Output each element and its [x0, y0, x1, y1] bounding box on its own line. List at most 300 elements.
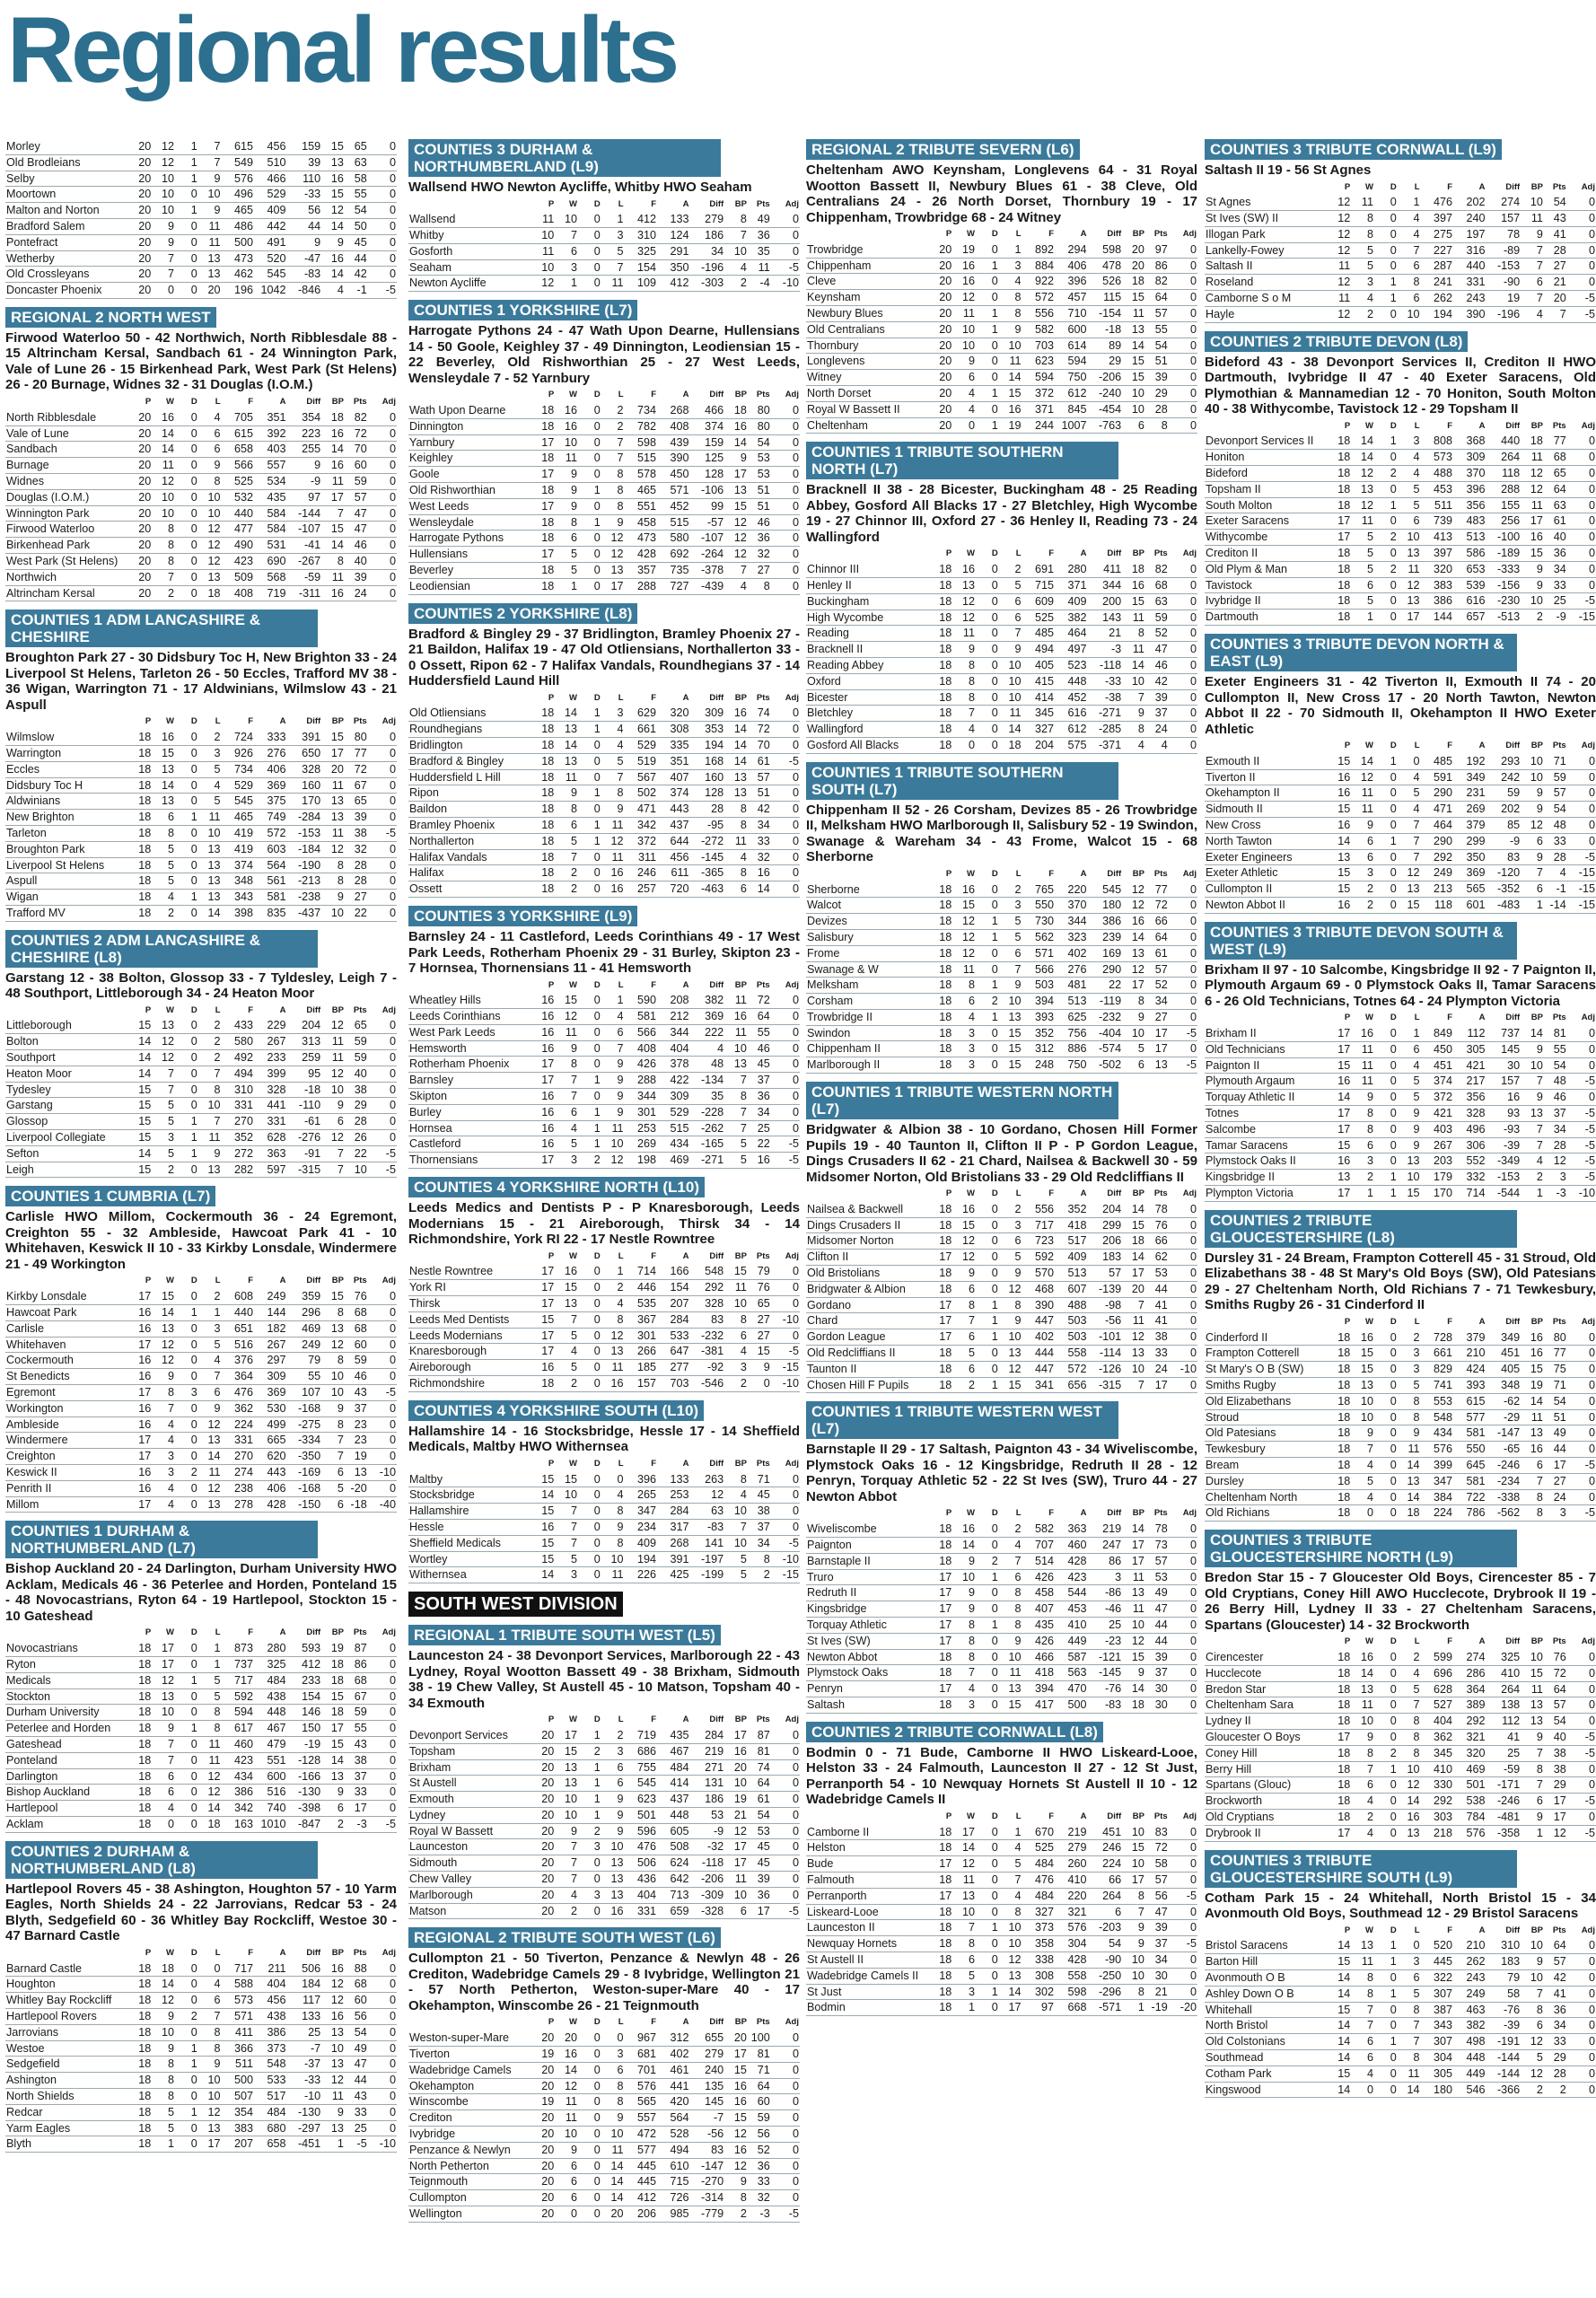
team-name: Midsomer Norton — [806, 1233, 929, 1250]
team-name: Cleve — [806, 274, 929, 290]
stat-cell: 143 — [1088, 610, 1123, 626]
stat-cell: 581 — [1453, 1425, 1486, 1442]
stat-cell: 0 — [368, 203, 397, 219]
team-name: Liverpool St Helens — [5, 857, 128, 873]
stat-cell: 9 — [999, 1313, 1022, 1329]
stat-cell: 316 — [1453, 242, 1486, 259]
stat-cell: 25 — [345, 2120, 368, 2136]
stat-cell: 288 — [625, 578, 658, 594]
stat-cell: 7 — [198, 139, 222, 154]
stat-cell: 19 — [999, 417, 1022, 434]
stat-cell: 243 — [1453, 1969, 1486, 1986]
stat-cell: -57 — [690, 514, 725, 531]
column-header: L — [215, 396, 221, 407]
stat-cell: 0 — [578, 276, 601, 292]
stat-cell: -15 — [1567, 898, 1596, 914]
stat-cell: 0 — [175, 841, 198, 857]
stat-cell: 0 — [771, 2174, 800, 2190]
stat-cell: 18 — [128, 841, 152, 857]
stat-cell: 656 — [1055, 1377, 1088, 1393]
stat-cell: 54 — [1544, 802, 1567, 818]
stat-cell: 0 — [1567, 2018, 1596, 2034]
stat-cell: 0 — [1567, 1714, 1596, 1730]
stat-cell: 10 — [531, 228, 555, 244]
stat-cell: 407 — [1022, 1601, 1056, 1618]
stat-cell: 17 — [152, 1657, 175, 1673]
table-row — [408, 2094, 800, 2110]
stat-cell: 206 — [625, 2206, 658, 2223]
table-header-row — [5, 395, 397, 410]
stat-cell: 18 — [1398, 1505, 1421, 1522]
stat-cell: 18 — [929, 610, 952, 626]
stat-cell: 0 — [976, 1681, 999, 1697]
stat-cell: 292 — [1453, 1714, 1486, 1730]
stat-cell: 647 — [657, 1344, 690, 1360]
column-header: D — [190, 1947, 197, 1958]
stat-cell: 14 — [1328, 1969, 1351, 1986]
stat-cell: 371 — [1055, 577, 1088, 593]
stat-cell: 8 — [999, 1618, 1022, 1634]
stat-cell: 58 — [345, 171, 368, 187]
stat-cell: 16 — [555, 418, 578, 434]
table-row — [408, 1776, 800, 1792]
stat-cell: 9 — [1521, 802, 1544, 818]
stat-cell: 0 — [175, 1816, 198, 1832]
stat-cell: 390 — [1453, 306, 1486, 322]
stat-cell: 0 — [175, 1736, 198, 1752]
table-row — [806, 961, 1197, 978]
stat-cell: 16 — [724, 1743, 748, 1759]
stat-cell: 0 — [976, 1888, 999, 1904]
stat-cell: 305 — [1453, 1041, 1486, 1057]
stat-cell: 14 — [1351, 1665, 1374, 1681]
stat-cell: 170 — [1421, 1186, 1454, 1202]
stat-cell: 15 — [1122, 370, 1145, 386]
stat-cell: 7 — [1521, 1986, 1544, 2002]
team-name: Chew Valley — [408, 1872, 531, 1888]
league-heading: COUNTIES 3 TRIBUTE GLOUCESTERSHIRE NORTH (L9) — [1205, 1530, 1517, 1567]
stat-cell: 7 — [152, 267, 175, 283]
column-header: Diff — [709, 979, 724, 990]
stat-cell: 6 — [321, 1801, 345, 1817]
stat-cell: 0 — [368, 1721, 397, 1737]
column-header: D — [991, 229, 998, 239]
stat-cell: 280 — [254, 1641, 287, 1656]
column-header: Pts — [1552, 1316, 1566, 1327]
stat-cell: 0 — [771, 1759, 800, 1776]
stat-cell: 8 — [601, 2078, 625, 2094]
stat-cell: 13 — [1351, 1681, 1374, 1697]
stat-cell: 6 — [1351, 1777, 1374, 1794]
stat-cell: 0 — [368, 458, 397, 474]
team-name: Littleborough — [5, 1018, 128, 1033]
stat-cell: 1 — [175, 1130, 198, 1146]
stat-cell: 756 — [1055, 1025, 1088, 1041]
stat-cell: 1 — [578, 706, 601, 721]
stat-cell: 1 — [976, 258, 999, 274]
stat-cell: 34 — [1544, 561, 1567, 577]
column-header: A — [682, 2017, 689, 2028]
stat-cell: 11 — [1398, 1442, 1421, 1458]
stat-cell: 0 — [578, 403, 601, 418]
stat-cell: 33 — [345, 1785, 368, 1801]
stat-cell: 484 — [657, 1759, 690, 1776]
stat-cell: 12 — [999, 1281, 1022, 1297]
stat-cell: 1 — [555, 276, 578, 292]
stat-cell: 8 — [1398, 2002, 1421, 2018]
stat-cell: 0 — [771, 1009, 800, 1025]
stat-cell: 0 — [175, 538, 198, 554]
stat-cell: 0 — [771, 785, 800, 802]
team-name: Stocksbridge — [408, 1487, 531, 1504]
table-row — [1205, 1681, 1596, 1697]
team-name: Royal W Bassett II — [806, 401, 929, 417]
stat-cell: 2 — [152, 585, 175, 601]
stat-cell: 6 — [1521, 881, 1544, 898]
stat-cell: 440 — [222, 505, 255, 522]
stat-cell: 0 — [976, 1041, 999, 1057]
stat-cell: 9 — [1351, 1730, 1374, 1746]
table-row — [408, 1887, 800, 1903]
stat-cell: 61 — [1145, 945, 1169, 961]
stat-cell: 7 — [999, 626, 1022, 642]
stat-cell: 17 — [1122, 978, 1145, 994]
team-name: Keighley — [408, 451, 531, 467]
stat-cell: 28 — [1544, 849, 1567, 865]
column-header: D — [190, 1004, 197, 1015]
stat-cell: 61 — [1544, 513, 1567, 530]
stat-cell: 7 — [555, 228, 578, 244]
team-name: Douglas (I.O.M.) — [5, 489, 128, 505]
stat-cell: 500 — [222, 2073, 255, 2089]
stat-cell: 145 — [690, 2094, 725, 2110]
stat-cell: 473 — [625, 531, 658, 547]
league-section-c3-glos-s — [1205, 1850, 1596, 2099]
table-row — [5, 857, 397, 873]
stat-cell: -366 — [1486, 2082, 1521, 2098]
stat-cell: 309 — [1453, 450, 1486, 466]
stat-cell: 186 — [690, 228, 725, 244]
stat-cell: 19 — [531, 2094, 555, 2110]
stat-cell: 0 — [175, 1098, 198, 1114]
league-table — [408, 978, 800, 1170]
stat-cell: -59 — [287, 569, 322, 585]
stat-cell: 8 — [198, 473, 222, 489]
stat-cell: 7 — [555, 1855, 578, 1872]
team-name: Wadebridge Camels — [408, 2062, 531, 2078]
stat-cell: 10 — [1122, 1856, 1145, 1873]
table-row — [408, 1872, 800, 1888]
stat-cell: 13 — [555, 1759, 578, 1776]
stat-cell: 25 — [1544, 593, 1567, 610]
stat-cell: 138 — [1486, 1697, 1521, 1714]
table-row — [806, 1968, 1197, 1984]
stat-cell: 60 — [345, 1993, 368, 2009]
stat-cell: 343 — [222, 890, 255, 906]
stat-cell: -62 — [1486, 1393, 1521, 1409]
stat-cell: 15 — [724, 498, 748, 514]
stat-cell: 0 — [578, 434, 601, 451]
stat-cell: 18 — [1328, 1650, 1351, 1665]
stat-cell: 0 — [578, 1472, 601, 1487]
stat-cell: 11 — [1521, 1409, 1544, 1425]
table-row — [806, 1522, 1197, 1537]
stat-cell: 0 — [578, 2206, 601, 2223]
stat-cell: 18 — [929, 673, 952, 689]
stat-cell: 17 — [128, 1337, 152, 1353]
stat-cell: -166 — [287, 1768, 322, 1785]
stat-cell: 402 — [1022, 1329, 1056, 1346]
team-name: Vale of Lune — [5, 425, 128, 442]
stat-cell: 15 — [999, 1057, 1022, 1074]
stat-cell: 17 — [128, 1289, 152, 1304]
stat-cell: 12 — [601, 833, 625, 849]
stat-cell: 66 — [1145, 914, 1169, 930]
stat-cell: 4 — [152, 890, 175, 906]
table-row — [806, 354, 1197, 370]
table-header-row — [5, 1946, 397, 1961]
table-row — [806, 417, 1197, 434]
stat-cell: 307 — [1421, 1986, 1454, 2002]
stat-cell: -275 — [287, 1417, 322, 1433]
stat-cell: 0 — [368, 2024, 397, 2040]
stat-cell: 0 — [976, 1649, 999, 1665]
stat-cell: 17 — [1145, 1041, 1169, 1057]
stat-cell: -197 — [690, 1551, 725, 1567]
table-row — [806, 898, 1197, 914]
stat-cell: 20 — [724, 2030, 748, 2046]
team-name: Wensleydale — [408, 514, 531, 531]
stat-cell: 154 — [625, 259, 658, 276]
stat-cell: 29 — [1544, 1777, 1567, 1794]
stat-cell: 15 — [1122, 1840, 1145, 1856]
stat-cell: 390 — [1022, 1297, 1056, 1313]
table-row — [1205, 2002, 1596, 2018]
stat-cell: -5 — [368, 825, 397, 841]
stat-cell: 404 — [1421, 1714, 1454, 1730]
stat-cell: 16 — [152, 730, 175, 745]
column-header: D — [1390, 1013, 1397, 1023]
stat-cell: 11 — [321, 569, 345, 585]
stat-cell: -19 — [1145, 2000, 1169, 2016]
stat-cell: -213 — [287, 873, 322, 890]
table-row — [5, 777, 397, 794]
stat-cell: 11 — [601, 276, 625, 292]
stat-cell: 2 — [1521, 1170, 1544, 1186]
stat-cell: 34 — [1145, 994, 1169, 1010]
stat-cell: 12 — [1328, 226, 1351, 242]
table-row — [408, 1792, 800, 1808]
column-header: F — [1048, 1188, 1055, 1199]
table-row — [408, 434, 800, 451]
team-name: Buckingham — [806, 593, 929, 610]
stat-cell: 44 — [287, 218, 322, 234]
stat-cell: 590 — [625, 993, 658, 1008]
match-results: Bishop Auckland 20 - 24 Darlington, Durham University HWO Acklam, Medicals 46 - 36 Peterlee and Horden, Ponteland 15 - 48 Novocastrians, Ryton 64 - 19 Hartlepool, Stockton 15 - 10 Gateshead — [5, 1561, 397, 1624]
team-name: Peterlee and Horden — [5, 1721, 128, 1737]
stat-cell: 0 — [1567, 754, 1596, 769]
stat-cell: 645 — [1453, 1458, 1486, 1474]
stat-cell: 15 — [555, 1743, 578, 1759]
stat-cell: 1 — [1374, 754, 1398, 769]
stat-cell: 1 — [976, 1920, 999, 1936]
stat-cell: 603 — [254, 841, 287, 857]
stat-cell: 2 — [601, 1728, 625, 1743]
column-header: P — [1344, 1013, 1351, 1023]
stat-cell: 144 — [1421, 610, 1454, 626]
stat-cell: 1 — [578, 785, 601, 802]
match-results: Cotham Park 15 - 24 Whitehall, North Bristol 15 - 34 Avonmouth Old Boys, Southmead 12 - 29 Bristol Saracens — [1205, 1890, 1596, 1922]
stat-cell: 20 — [531, 1728, 555, 1743]
team-name: Nailsea & Backwell — [806, 1202, 929, 1217]
stat-cell: 0 — [976, 898, 999, 914]
stat-cell: 13 — [601, 1872, 625, 1888]
stat-cell: 525 — [222, 473, 255, 489]
stat-cell: 13 — [1145, 1057, 1169, 1074]
stat-cell: 426 — [1022, 1633, 1056, 1649]
stat-cell: 13 — [1398, 881, 1421, 898]
stat-cell: 17 — [1328, 1041, 1351, 1057]
stat-cell: 3 — [152, 1449, 175, 1465]
stat-cell: 7 — [999, 1553, 1022, 1569]
team-name: Old Plym & Man — [1205, 561, 1328, 577]
stat-cell: 0 — [1374, 1041, 1398, 1057]
stat-cell: 224 — [1088, 1856, 1123, 1873]
stat-cell: -83 — [1088, 1697, 1123, 1714]
stat-cell: 5 — [1398, 497, 1421, 513]
column-header: Adj — [785, 1250, 799, 1261]
column-header: BP — [331, 1947, 344, 1958]
stat-cell: 325 — [254, 1657, 287, 1673]
stat-cell: 0 — [1169, 577, 1197, 593]
table-row — [5, 1752, 397, 1768]
stat-cell: 0 — [1169, 929, 1197, 945]
stat-cell: -59 — [1486, 1761, 1521, 1777]
table-row — [5, 905, 397, 921]
stat-cell: 726 — [657, 2190, 690, 2206]
stat-cell: 5 — [152, 1114, 175, 1130]
stat-cell: 383 — [222, 2120, 255, 2136]
stat-cell: 484 — [1022, 1888, 1056, 1904]
column-header: Adj — [1581, 1013, 1595, 1023]
stat-cell: 0 — [1567, 1393, 1596, 1409]
table-row — [1205, 833, 1596, 849]
stat-cell: 9 — [601, 1073, 625, 1089]
stat-cell: 383 — [1421, 577, 1454, 593]
stat-cell: 14 — [321, 1752, 345, 1768]
stat-cell: 325 — [625, 243, 658, 259]
stat-cell: 0 — [771, 849, 800, 865]
stat-cell: 80 — [1544, 1330, 1567, 1346]
table-row — [5, 267, 397, 283]
stat-cell: 0 — [368, 1337, 397, 1353]
stat-cell: 0 — [976, 1361, 999, 1377]
stat-cell: 60 — [748, 2094, 771, 2110]
stat-cell: -110 — [287, 1098, 322, 1114]
stat-cell: -106 — [690, 483, 725, 499]
column-header: BP — [1530, 420, 1543, 431]
stat-cell: -5 — [1567, 1074, 1596, 1090]
stat-cell: 312 — [1022, 1041, 1056, 1057]
stat-cell: 0 — [578, 1040, 601, 1057]
stat-cell: 0 — [175, 745, 198, 761]
stat-cell: 0 — [578, 1551, 601, 1567]
stat-cell: 12 — [152, 154, 175, 171]
stat-cell: 0 — [976, 1633, 999, 1649]
stat-cell: 15 — [1521, 1362, 1544, 1378]
stat-cell: 0 — [175, 410, 198, 425]
stat-cell: 0 — [578, 993, 601, 1008]
stat-cell: 16 — [1328, 818, 1351, 834]
stat-cell: 7 — [1122, 1377, 1145, 1393]
stat-cell: 8 — [724, 212, 748, 227]
stat-cell: 11 — [321, 825, 345, 841]
stat-cell: 18 — [531, 865, 555, 881]
stat-cell: 17 — [748, 1903, 771, 1919]
stat-cell: 13 — [198, 569, 222, 585]
stat-cell: 17 — [929, 1601, 952, 1618]
stat-cell: 545 — [254, 267, 287, 283]
stat-cell: 442 — [254, 218, 287, 234]
stat-cell: -378 — [690, 563, 725, 579]
stat-cell: 15 — [1351, 1362, 1374, 1378]
stat-cell: 34 — [748, 1104, 771, 1120]
stat-cell: 33 — [1544, 2034, 1567, 2050]
stat-cell: 500 — [222, 234, 255, 250]
match-results: Leeds Medics and Dentists P - P Knaresborough, Leeds Modernians 15 - 21 Aireborough, Thirsk 34 - 14 Richmondshire, York RI 22 - 17 Nestle Rowntree — [408, 1200, 800, 1248]
stat-cell: 14 — [601, 2158, 625, 2174]
stat-cell: 36 — [748, 1887, 771, 1903]
column-header: Pts — [353, 1004, 367, 1015]
stat-cell: 642 — [657, 1872, 690, 1888]
team-name: Old Colstonians — [1205, 2034, 1328, 2050]
stat-cell: 18 — [724, 403, 748, 418]
table-row — [5, 2073, 397, 2089]
table-header-row — [5, 1004, 397, 1019]
stat-cell: 507 — [222, 2088, 255, 2104]
table-row — [5, 1785, 397, 1801]
stat-cell: 1 — [578, 483, 601, 499]
stat-cell: -5 — [1567, 1121, 1596, 1137]
column-header: D — [593, 2017, 601, 2028]
stat-cell: 9 — [152, 2040, 175, 2057]
stat-cell: 20 — [128, 585, 152, 601]
stat-cell: 0 — [368, 522, 397, 538]
stat-cell: 20 — [531, 1855, 555, 1872]
stat-cell: 14 — [1351, 754, 1374, 769]
stat-cell: 0 — [771, 2047, 800, 2063]
table-row — [1205, 1362, 1596, 1378]
league-section-c1-durham — [5, 1521, 397, 1832]
stat-cell: 18 — [1328, 1330, 1351, 1346]
stat-cell: 5 — [1398, 785, 1421, 802]
stat-cell: 39 — [1145, 1649, 1169, 1665]
stat-cell: 1 — [1374, 1761, 1398, 1777]
league-heading: COUNTIES 1 TRIBUTE WESTERN NORTH (L7) — [806, 1082, 1118, 1119]
stat-cell: 347 — [625, 1504, 658, 1520]
stat-cell: 12 — [1521, 818, 1544, 834]
column-header: BP — [1530, 181, 1543, 192]
team-name: Brixham — [408, 1759, 531, 1776]
stat-cell: 451 — [1486, 1346, 1521, 1362]
stat-cell: 580 — [222, 1034, 255, 1050]
stat-cell: 264 — [1486, 1681, 1521, 1697]
stat-cell: 18 — [531, 722, 555, 738]
stat-cell: 4 — [1521, 1153, 1544, 1170]
stat-cell: 24 — [345, 585, 368, 601]
stat-cell: 373 — [254, 2040, 287, 2057]
stat-cell: 7 — [152, 1752, 175, 1768]
